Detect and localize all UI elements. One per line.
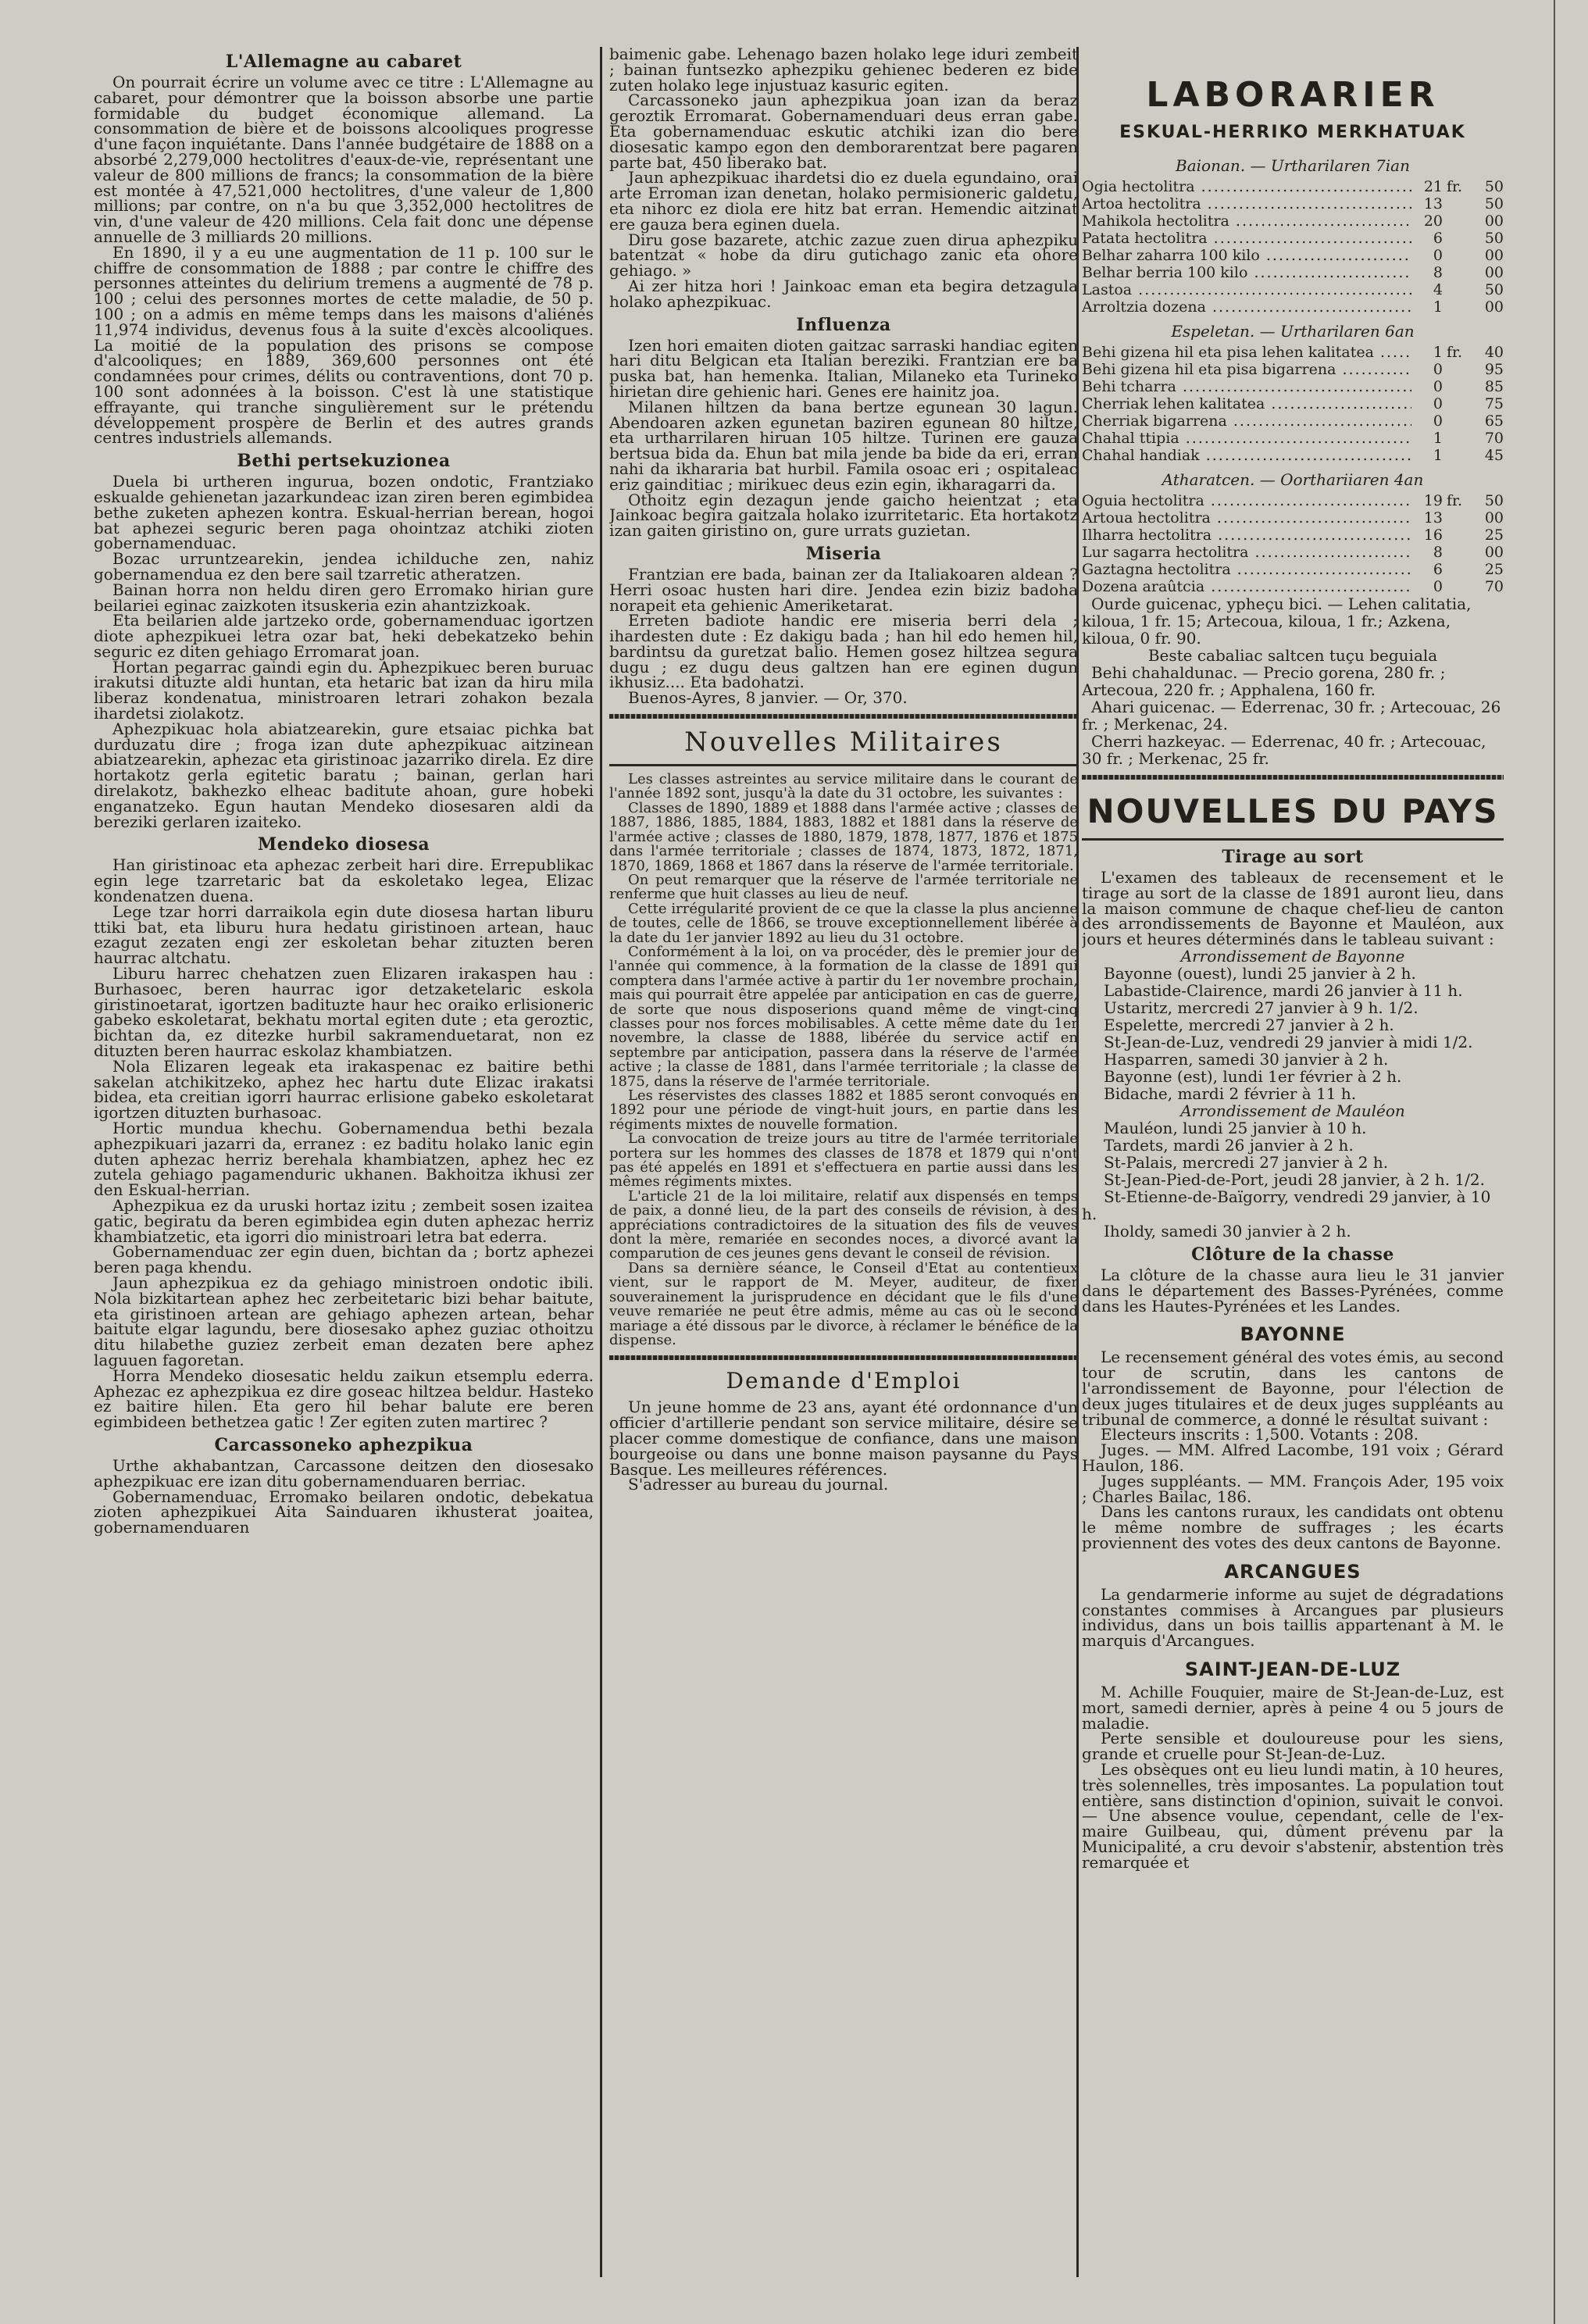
tirage-item: Hasparren, samedi 30 janvier à 2 h.: [1104, 1049, 1389, 1069]
paragraph: Liburu harrec chehatzen zuen Elizaren irakaspen hau : Burhasoec, beren haurrac igor detzaketelaric eskola giristinoetarat, igortzen badituzte haur hec oraiko erlisioneric gabeko eskoletarat, bekhatu mortal egiten dute ; eta geroztic, bichtan da, ez ditezke hurbil sakramenduetarat, non ez dituzten beren haurrac eskolaz khambiatzen.: [94, 964, 594, 1061]
market-price-francs: 1: [1433, 430, 1443, 447]
market-unit: [1443, 395, 1466, 412]
tirage-item: Ustaritz, mercredi 27 janvier à 9 h. 1/2.: [1104, 998, 1418, 1017]
market-price-cents: 00: [1484, 544, 1504, 561]
paragraph: Izen hori emaiten dioten gaitzac sarraski handiac egiten hari ditu Belgican eta Italian bereziki. Frantzian ere ba puska bat, han hemenka. Italian, Milaneko eta Turineko hirietan dire gehienic hari. Genes ere hainitz joa.: [609, 335, 1078, 401]
market-unit: [1443, 447, 1466, 464]
market-row: [1082, 378, 1504, 395]
heading-influenza: Influenza: [796, 314, 891, 335]
market-item: Arroltzia dozena .....: [1082, 298, 1411, 316]
paragraph: Lege tzar horri darraikola egin dute diosesa hartan liburu ttiki bat, eta liburu hura hedatu giristinoen artean, hauc ezagut zezaten engi zer eskoletan behar zituzten beren haurrac altchatu.: [94, 901, 594, 968]
heading-carcassoneko: Carcassoneko aphezpikua: [214, 1434, 473, 1455]
market-price-francs: 0: [1433, 247, 1443, 264]
heading-saint-jean-de-luz: SAINT-JEAN-DE-LUZ: [1184, 1658, 1401, 1680]
market-unit: [1443, 412, 1466, 430]
paragraph: L'examen des tableaux de recensement et le tirage au sort de la classe de 1891 auront lieu, dans la maison commune de chaque chef-lieu de canton des arrondissements de Bayonne et Mauléon, aux jours et heures déterminés dans le tableau suivant :: [1082, 868, 1504, 949]
market-item: Oguia hectolitra .....: [1082, 492, 1411, 509]
tirage-item: St-Jean-de-Luz, vendredi 29 janvier à midi 1/2.: [1104, 1032, 1473, 1051]
market-price-francs: 0: [1433, 361, 1443, 378]
market-price-francs: 4: [1433, 281, 1443, 298]
market-unit: [1443, 281, 1466, 298]
market-row: [1082, 344, 1504, 361]
market-unit: [1443, 298, 1466, 316]
paragraph: En 1890, il y a eu une augmentation de 11 p. 100 sur le chiffre de consommation de 1888 ; par contre le chiffre des personnes atteintes du delirium tremens a augmenté de 78 p. 100 ; celui des personnes mortes de cette maladie, de 50 p. 100 ; on a admis en même temps dans les maisons d'aliénés 11,974 individus, devenus fous à la suite d'excès alcooliques. La moitié de la population des prisons se compose d'alcooliques; en 1889, 369,600 personnes ont été condamnées pour crimes, délits ou contraventions, dont 70 p. 100 sont adonnées à la boisson. C'est là une statistique effrayante, qui tranche singulièrement sur le prétendu développement prospère de Berlin et des autres grands centres industriels allemands.: [94, 242, 594, 448]
tirage-item: Mauléon, lundi 25 janvier à 10 h.: [1104, 1118, 1367, 1137]
paragraph: Horra Mendeko diosesatic heldu zaikun etsemplu ederra. Aphezac ez aphezpikua ez dire goseac hiltzea beldur. Hasteko ez baitire hilen. Eta gero hil behar balute ere beren egimbideen bethetzea gatic ! Zer egiten zuten martirec ?: [94, 1365, 594, 1432]
market-price-francs: 8: [1433, 264, 1443, 281]
paragraph: Conformément à la loi, on va procéder, dès le premier jour de l'année qui commence, à la formation de la classe de 1891 qui comptera dans l'armée active à partir du 1er novembre prochain, mais qui pourrait être appelée par anticipation en cas de guerre, de sorte que nous disposerions quand même de vingt-cinq classes pour nos forces mobilisables. A cette même date du 1er novembre, la classe de 1888, libérée du service actif en septembre par anticipation, passera dans la réserve de l'armée active ; la classe de 1881, dans l'armée territoriale ; la classe de 1875, dans la réserve de l'armée territoriale.: [609, 943, 1078, 1090]
market-price-cents: 40: [1484, 344, 1504, 361]
market-price-cents: 50: [1484, 178, 1504, 195]
market-row: [1082, 509, 1504, 527]
paragraph: Diru gose bazarete, atchic zazue zuen dirua aphezpiku batentzat « hobe da diru gutichago zanic eta ohore gehiago. »: [609, 230, 1078, 280]
market-price-francs: 0: [1433, 395, 1443, 412]
market-price-cents: 25: [1484, 527, 1504, 544]
market-price-francs: 20: [1423, 212, 1443, 230]
market-price-francs: 1: [1433, 298, 1443, 316]
market-price-cents: 00: [1484, 264, 1504, 281]
paragraph: Duela bi urtheren ingurua, bozen ondotic, Frantziako eskualde gehienetan jazarkundeac izan ziren beren egimbidea bethe zuketen aphezen kontra. Eskual-herrian berean, hogoi bat aphezei seguric beren paga ohointzaz atchiki zioten gobernamenduac.: [94, 472, 594, 553]
market-price-cents: 50: [1484, 492, 1504, 509]
market-price-cents: 25: [1484, 561, 1504, 578]
market-item: Ilharra hectolitra .....: [1082, 527, 1411, 544]
tirage-item: St-Etienne-de-Baïgorry, vendredi 29 janvier, à 10 h.: [1082, 1187, 1491, 1223]
market-price-francs: 16: [1423, 527, 1443, 544]
market-row: [1082, 178, 1504, 195]
paragraph: Han giristinoac eta aphezac zerbeit hari dire. Errepublikac egin lege tzarretaric bat da eskoletako legea, Elizac kondenatzen duena.: [94, 855, 594, 906]
market-unit: [1443, 527, 1466, 544]
paragraph: Dans sa dernière séance, le Conseil d'Etat au contentieux vient, sur le rapport de M. Meyer, auditeur, de fixer souverainement la jurisprudence en décidant que le fils d'une veuve remariée ne peut être admis, même au cas où le second mariage a été dissous par le divorce, à réclamer le bénéfice de la dispense.: [609, 1259, 1078, 1348]
paragraph: Eta beilarien alde jartzeko orde, gobernamenduac igortzen diote aphezpikuei letra ozar bat, heki debekatzeko behin seguric ez diten gehiago Erromarat joan.: [94, 611, 594, 661]
market-item: Dozena araûtcia .....: [1082, 578, 1411, 595]
market-price-cents: 95: [1484, 361, 1504, 378]
market-row: [1082, 561, 1504, 578]
paragraph: Bainan horra non heldu diren gero Erromako hirian gure beilariei eginac zaizkoten itsuskeria ezin ahantzizkoak.: [94, 580, 594, 615]
paragraph: Les obsèques ont eu lieu lundi matin, à 10 heures, très solennelles, très imposantes. La population tout entière, sans distinction d'opinion, suivait le convoi. — Une absence voulue, cependant, celle de l'ex-maire Guilbeau, qui, dûment prévenu par la Municipalité, a cru devoir s'abstenir, abstention très remarquée et: [1082, 1759, 1504, 1872]
paragraph: Le recensement général des votes émis, au second tour de scrutin, dans les cantons de l'arrondissement de Bayonne, pour l'élection de deux juges titulaires et de deux juges suppléants au tribunal de commerce, a donné le résultat suivant :: [1082, 1348, 1504, 1429]
market-item: Patata hectolitra .....: [1082, 230, 1411, 247]
market-price-cents: 00: [1484, 212, 1504, 230]
paragraph: Erreten badiote handic ere miseria berri dela ; ihardesten dute : Ez dakigu bada ; han hil edo hemen hil, bardintsu da guretzat balio. Hemen gosez hiltzea segura dugu ; ez dugu deus galtzen han ere eginen dugun ikhusiz.... Eta badohatzi.: [609, 611, 1078, 692]
tirage-item: Bayonne (est), lundi 1er février à 2 h.: [1104, 1066, 1402, 1086]
paragraph: On pourrait écrire un volume avec ce titre : L'Allemagne au cabaret, pour démontrer que la boisson absorbe une partie formidable du budget économique allemand. La consommation de bière et de boissons alcooliques progresse d'une façon inquiétante. Dans l'année budgétaire de 1888 on a absorbé 2,279,000 hectolitres d'eaux-de-vie, représentant une valeur de 800 millions de francs; la consommation de la bière est montée à 47,521,000 hectolitres, d'une valeur de 1,800 millions; par contre, on n'a bu que 3,352,000 hectolitres de vin, d'une valeur de 420 millions. Cela fait donc une dépense annuelle de 3 milliards 20 millions.: [94, 73, 594, 246]
market-price-francs: 19: [1423, 492, 1443, 509]
market-price-francs: 0: [1433, 378, 1443, 395]
tirage-item: Tardets, mardi 26 janvier à 2 h.: [1104, 1135, 1354, 1155]
market-row: [1082, 544, 1504, 561]
heading-mendeko: Mendeko diosesa: [257, 834, 430, 855]
separator-rule: [609, 764, 1078, 766]
market-row: [1082, 492, 1504, 509]
market-price-cents: 50: [1484, 281, 1504, 298]
paragraph: S'adresser au bureau du journal.: [628, 1475, 889, 1494]
paragraph: Bozac urruntzearekin, jendea ichilduche zen, nahiz gobernamendua ez den bere sail tzarretic atheratzen.: [94, 549, 594, 584]
market-unit: fr.: [1446, 344, 1463, 361]
market-unit: fr.: [1446, 178, 1463, 195]
market-row: [1082, 361, 1504, 378]
separator-rule: [609, 714, 1078, 719]
market-item: Chahal ttipia .....: [1082, 430, 1411, 447]
market-price-cents: 50: [1484, 230, 1504, 247]
market-unit: [1443, 544, 1466, 561]
paragraph: Carcassoneko jaun aphezpikua joan izan da beraz geroztik Erromarat. Gobernamenduari deus erran gabe. Eta gobernamenduac eskutic atchiki izan dio bere diosesatic kampo egon den demborarentzat bere pagaren parte bat, 450 liberako bat.: [609, 91, 1078, 172]
tirage-list-bayonne: [1082, 965, 1504, 1102]
market-row: [1082, 412, 1504, 430]
market-item: Chahal handiak .....: [1082, 447, 1411, 464]
column-rule: [600, 47, 602, 2277]
tirage-item: St-Palais, mercredi 27 janvier à 2 h.: [1104, 1152, 1389, 1172]
market-table-atharatcen: [1082, 492, 1504, 595]
market-price-francs: 1: [1433, 447, 1443, 464]
heading-nouvelles-du-pays: NOUVELLES DU PAYS: [1087, 792, 1499, 830]
heading-bethi: Bethi pertsekuzionea: [237, 451, 451, 472]
market-item: Lur sagarra hectolitra .....: [1082, 544, 1411, 561]
tirage-item: Espelette, mercredi 27 janvier à 2 h.: [1104, 1015, 1394, 1034]
paragraph: baimenic gabe. Lehenago bazen holako lege iduri zembeit ; bainan funtsezko aphezpiku gehienec bederen ez bide zuten holako lege injustuaz kasuric egiten.: [609, 47, 1078, 95]
market-item: Artoa hectolitra .....: [1082, 195, 1411, 212]
paragraph: Jaun aphezpikua ez da gehiago ministroen ondotic ibili. Nola bizkitartean aphez hec zerbeitetaric bizi behar baitute, eta giristinoen artean are gehiago aphezen artean, behar baitute elgar lagundu, bere diosesako aphez guziac othoitzu ditu hilabethe guziez zerbeit eman dezaten bere aphez laguuen fagoretan.: [94, 1273, 594, 1369]
paragraph: Juges suppléants. — MM. François Ader, 195 voix ; Charles Bailac, 186.: [1082, 1471, 1504, 1506]
heading-tirage: Tirage au sort: [1222, 847, 1364, 867]
paragraph: Ai zer hitza hori ! Jainkoac eman eta begira detzagula holako aphezpikuac.: [609, 276, 1078, 311]
signature: Buenos-Ayres, 8 janvier. — Or, 370.: [628, 688, 908, 708]
paragraph: Aphezpikuac hola abiatzearekin, gure etsaiac pichka bat durduzatu dire ; froga izan dute aphezpikuac aitzinean abiatzearekin, aphezac eta giristinoac jazarriko direla. Ez dire hortakotz gerla egitetic baratu ; bainan, gerlan hari direlakotz, bakhezko elheac baditute ahoan, gure hobeki enganatzeko. Egun hautan Mendeko diosesaren aldi da bereziki gerlaren izaiteko.: [94, 719, 594, 831]
market-price-cents: 65: [1484, 412, 1504, 430]
market-row: [1082, 247, 1504, 264]
tirage-item: Labastide-Clairence, mardi 26 janvier à 11 h.: [1104, 980, 1463, 1000]
market-price-cents: 85: [1484, 378, 1504, 395]
tirage-list-mauleon: [1082, 1119, 1504, 1240]
paragraph: Aphezpikua ez da uruski hortaz izitu ; zembeit sosen izaitea gatic, begiratu da beren egimbidea egin duten aphezac herriz khambiatzetic, eta igorri dio ministroari letra bat ederra.: [94, 1195, 594, 1246]
market-line: Ahari guicenac. — Ederrenac, 30 fr. ; Artecouac, 26 fr. ; Merkenac, 24.: [1082, 698, 1501, 734]
paragraph: Jaun aphezpikuac ihardetsi dio ez duela egundaino, orai arte Erroman izan denetan, holako permisioneric galdetu, eta nihorc ez diola ere hitz bat erran. Hemendic aitzinat ere gauza bera eginen duela.: [609, 168, 1078, 234]
market-line: Beste cabaliac saltcen tuçu beguiala: [1147, 646, 1438, 665]
market-unit: [1443, 509, 1466, 527]
heading-demande-emploi: Demande d'Emploi: [726, 1368, 962, 1394]
heading-chasse: Clôture de la chasse: [1191, 1244, 1394, 1265]
paragraph: On peut remarquer que la réserve de l'armée territoriale ne renferme que huit classes au lieu de neuf.: [609, 871, 1078, 903]
market-price-cents: 00: [1484, 247, 1504, 264]
market-line: Behi chahaldunac. — Precio gorena, 280 fr. ; Artecoua, 220 fr. ; Apphalena, 160 fr.: [1082, 663, 1446, 699]
market-unit: [1443, 378, 1466, 395]
market-item: Behi tcharra .....: [1082, 378, 1411, 395]
paragraph: La gendarmerie informe au sujet de dégradations constantes commises à Arcangues par plusieurs individus, dans un bois taillis appartenant à M. le marquis d'Arcangues.: [1082, 1584, 1504, 1651]
page-fold: [1554, 0, 1555, 2324]
market-price-francs: 1: [1433, 344, 1443, 361]
separator-rule: [609, 1355, 1078, 1360]
paragraph: Hortic mundua khechu. Gobernamendua bethi bezala aphezpikuari jazarri da, erranez : ez baditu holako lanic egin duten aphezac herriz berehala khambiatzen, aphez hec ez zutela gehiago pagamenduric ukhanen. Bakhoitza ikhusi zer den Eskual-herrian.: [94, 1119, 594, 1200]
paragraph: La clôture de la chasse aura lieu le 31 janvier dans le département des Basses-Pyrénées, comme dans les Hautes-Pyrénées et les Landes.: [1082, 1265, 1504, 1316]
market-item: Behi gizena hil eta pisa bigarrena .....: [1082, 361, 1411, 378]
paragraph: Urthe akhabantzan, Carcassone deitzen den diosesako aphezpikuac ere izan ditu gobernamenduaren berriac.: [94, 1455, 594, 1490]
market-table-baionan: [1082, 178, 1504, 316]
market-item: Cherriak lehen kalitatea .....: [1082, 395, 1411, 412]
market-unit: [1443, 247, 1466, 264]
market-unit: [1443, 561, 1466, 578]
heading-arcangues: ARCANGUES: [1224, 1560, 1361, 1583]
market-price-francs: 6: [1433, 561, 1443, 578]
paragraph: Gobernamenduac zer egin duen, bichtan da ; bortz aphezei beren paga khendu.: [94, 1242, 594, 1277]
market-unit: [1443, 361, 1466, 378]
arrondissement-title: Arrondissement de Mauléon: [1180, 1101, 1405, 1120]
paragraph: M. Achille Fouquier, maire de St-Jean-de-Luz, est mort, samedi dernier, après à peine 4 ou 5 jours de maladie.: [1082, 1682, 1504, 1733]
market-item: Belhar zaharra 100 kilo .....: [1082, 247, 1411, 264]
market-row: [1082, 395, 1504, 412]
market-price-cents: 70: [1484, 578, 1504, 595]
market-title-atharatcen: Atharatcen. — Oorthariiaren 4an: [1162, 470, 1424, 489]
subheading-merkhatuak: ESKUAL-HERRIKO MERKHATUAK: [1119, 123, 1466, 142]
arrondissement-title: Arrondissement de Bayonne: [1180, 946, 1405, 966]
market-price-francs: 13: [1423, 509, 1443, 527]
paragraph: Othoitz egin dezagun jende gaicho heientzat ; eta Jainkoac begira gaitzala holako izurritetaric. Eta hortakotz izan gaiten giristino on, gure urrats guzietan.: [609, 490, 1078, 541]
tirage-item: Bidache, mardi 2 février à 11 h.: [1104, 1083, 1357, 1103]
market-price-cents: 00: [1484, 298, 1504, 316]
column-left: [94, 47, 594, 2293]
market-table-espeletan: [1082, 344, 1504, 464]
market-row: [1082, 195, 1504, 212]
paragraph: L'article 21 de la loi militaire, relatif aux dispensés en temps de paix, a donné lieu, de la part des conseils de révision, à des appréciations contradictoires de la situation des fils de veuves dont la mère, remariée en secondes noces, a divorcé avant la comparution de ces jeunes gens devant le conseil de révision.: [609, 1187, 1078, 1262]
market-title-espeletan: Espeletan. — Urtharilaren 6an: [1171, 322, 1415, 341]
paragraph: Classes de 1890, 1889 et 1888 dans l'armée active ; classes de 1887, 1886, 1885, 1884, 1883, 1882 et 1881 dans la réserve de l'armée active ; classes de 1880, 1879, 1878, 1877, 1876 et 1875 dans l'armée territoriale ; classes de 1874, 1873, 1872, 1871, 1870, 1869, 1868 et 1867 dans la réserve de l'armée territoriale.: [609, 799, 1078, 874]
heading-miseria: Miseria: [805, 543, 882, 564]
paragraph: Cette irrégularité provient de ce que la classe la plus ancienne de toutes, celle de 1866, se trouve exceptionnellement libérée à la date du 1er janvier 1892 au lieu du 31 octobre.: [609, 900, 1078, 946]
market-unit: [1443, 195, 1466, 212]
tirage-item: Iholdy, samedi 30 janvier à 2 h.: [1104, 1221, 1351, 1241]
market-price-cents: 70: [1484, 430, 1504, 447]
market-row: [1082, 430, 1504, 447]
market-price-cents: 45: [1484, 447, 1504, 464]
market-row: [1082, 281, 1504, 298]
market-unit: [1443, 212, 1466, 230]
market-item: Lastoa .....: [1082, 281, 1411, 298]
heading-allemagne: L'Allemagne au cabaret: [225, 52, 462, 72]
market-price-francs: 6: [1433, 230, 1443, 247]
market-item: Gaztagna hectolitra .....: [1082, 561, 1411, 578]
paragraph: Juges. — MM. Alfred Lacombe, 191 voix ; Gérard Haulon, 186.: [1082, 1440, 1504, 1475]
column-right: [1082, 47, 1504, 2293]
column-middle: [609, 47, 1078, 2293]
market-unit: fr.: [1446, 492, 1463, 509]
paragraph: Hortan pegarrac gaindi egin du. Aphezpikuec beren buruac irakutsi dituzte aldi huntan, eta hetaric bat izan da hiru mila liberaz kondenatua, ministroaren letrari zohakon bezala ihardetsi ziolakotz.: [94, 657, 594, 723]
market-item: Mahikola hectolitra .....: [1082, 212, 1411, 230]
market-price-francs: 13: [1423, 195, 1443, 212]
market-item: Ogia hectolitra .....: [1082, 178, 1411, 195]
market-unit: [1443, 578, 1466, 595]
market-price-francs: 0: [1433, 578, 1443, 595]
market-row: [1082, 298, 1504, 316]
market-price-cents: 50: [1484, 195, 1504, 212]
market-row: [1082, 527, 1504, 544]
tirage-item: St-Jean-Pied-de-Port, jeudi 28 janvier, à 2 h. 1/2.: [1104, 1169, 1485, 1189]
paragraph: Nola Elizaren legeak eta irakaspenac ez baitire bethi sakelan atchikitzeko, aphez hec hartu dute Elizac irakatsi bidea, eta creitian igorri haurrac erlisione gabeko eskoletarat igortzen dituzten burhasoac.: [94, 1056, 594, 1123]
separator-rule: [1082, 775, 1504, 780]
paragraph: Electeurs inscrits : 1,500. Votants : 208.: [1101, 1425, 1419, 1444]
market-price-cents: 00: [1484, 509, 1504, 527]
market-item: Artoua hectolitra .....: [1082, 509, 1411, 527]
paragraph: Les réservistes des classes 1882 et 1885 seront convoqués en 1892 pour une période de vingt-huit jours, en partie dans les régiments mixtes de nouvelle formation.: [609, 1087, 1078, 1133]
market-unit: [1443, 264, 1466, 281]
market-price-francs: 21: [1423, 178, 1443, 195]
market-price-francs: 8: [1433, 544, 1443, 561]
market-item: Cherriak bigarrena .....: [1082, 412, 1411, 430]
market-row: [1082, 230, 1504, 247]
paragraph: Un jeune homme de 23 ans, ayant été ordonnance d'un officier d'artillerie pendant son service militaire, désire se placer comme domestique de confiance, dans une maison bourgeoise ou dans une bonne maison paysanne du Pays Basque. Les meilleures références.: [609, 1398, 1078, 1479]
market-price-cents: 75: [1484, 395, 1504, 412]
paragraph: Frantzian ere bada, bainan zer da Italiakoaren aldean ? Herri osoac husten hari dire. Jendea ezin biziz badoha norapeit eta gehienic Ameriketarat.: [609, 564, 1078, 615]
heading-laborarier: LABORARIER: [1146, 75, 1440, 115]
market-row: [1082, 578, 1504, 595]
market-unit: [1443, 230, 1466, 247]
tirage-item: Bayonne (ouest), lundi 25 janvier à 2 h.: [1104, 963, 1416, 983]
market-title-baionan: Baionan. — Urtharilaren 7ian: [1176, 156, 1410, 175]
market-price-francs: 0: [1433, 412, 1443, 430]
market-line: Ourde guicenac, ypheçu bici. — Lehen calitatia, kiloua, 1 fr. 15; Artecoua, kiloua, 1 fr.; Azkena, kiloua, 0 fr. 90.: [1082, 594, 1472, 648]
market-row: [1082, 212, 1504, 230]
market-unit: [1443, 430, 1466, 447]
paragraph: La convocation de treize jours au titre de l'armée territoriale portera sur les hommes des classes de 1878 et 1879 qui n'ont pas été appelés en 1891 et s'effectuera en partie aussi dans les mêmes régiments mixtes.: [609, 1130, 1078, 1191]
market-row: [1082, 447, 1504, 464]
market-line: Cherri hazkeyac. — Ederrenac, 40 fr. ; Artecouac, 30 fr. ; Merkenac, 25 fr.: [1082, 732, 1486, 768]
paragraph: Les classes astreintes au service militaire dans le courant de l'année 1892 sont, jusqu'à la date du 31 octobre, les suivantes :: [609, 771, 1078, 802]
paragraph: Gobernamenduac, Erromako beilaren ondotic, debekatua zioten aphezpikuei Aita Sainduaren ikhusterat joaitea, gobernamenduaren: [94, 1487, 594, 1537]
market-item: Belhar berria 100 kilo .....: [1082, 264, 1411, 281]
paragraph: Dans les cantons ruraux, les candidats ont obtenu le même nombre de suffrages ; les écarts proviennent des votes des deux cantons de Bayonne.: [1082, 1502, 1504, 1552]
heading-bayonne: BAYONNE: [1240, 1323, 1346, 1346]
market-item: Behi gizena hil eta pisa lehen kalitatea .....: [1082, 344, 1411, 361]
paragraph: Perte sensible et douloureuse pour les siens, grande et cruelle pour St-Jean-de-Luz.: [1082, 1729, 1504, 1764]
heading-nouvelles-militaires: Nouvelles Militaires: [684, 726, 1003, 759]
separator-rule: [1082, 838, 1504, 841]
market-row: [1082, 264, 1504, 281]
paragraph: Milanen hiltzen da bana bertze egunean 30 lagun. Abendoaren azken egunetan baziren egunean 80 hiltze, eta urtharrilaren hiruan 105 hiltze. Turinen ere gauza bertsua bida da. Ehun bat mila jende ba bide da eri, erran nahi da ikhararia bat hurbil. Famila osoac eri ; ospitaleac eriz gainditiac ; mirikuec deus ezin egin, ikharagarri da.: [609, 397, 1078, 494]
